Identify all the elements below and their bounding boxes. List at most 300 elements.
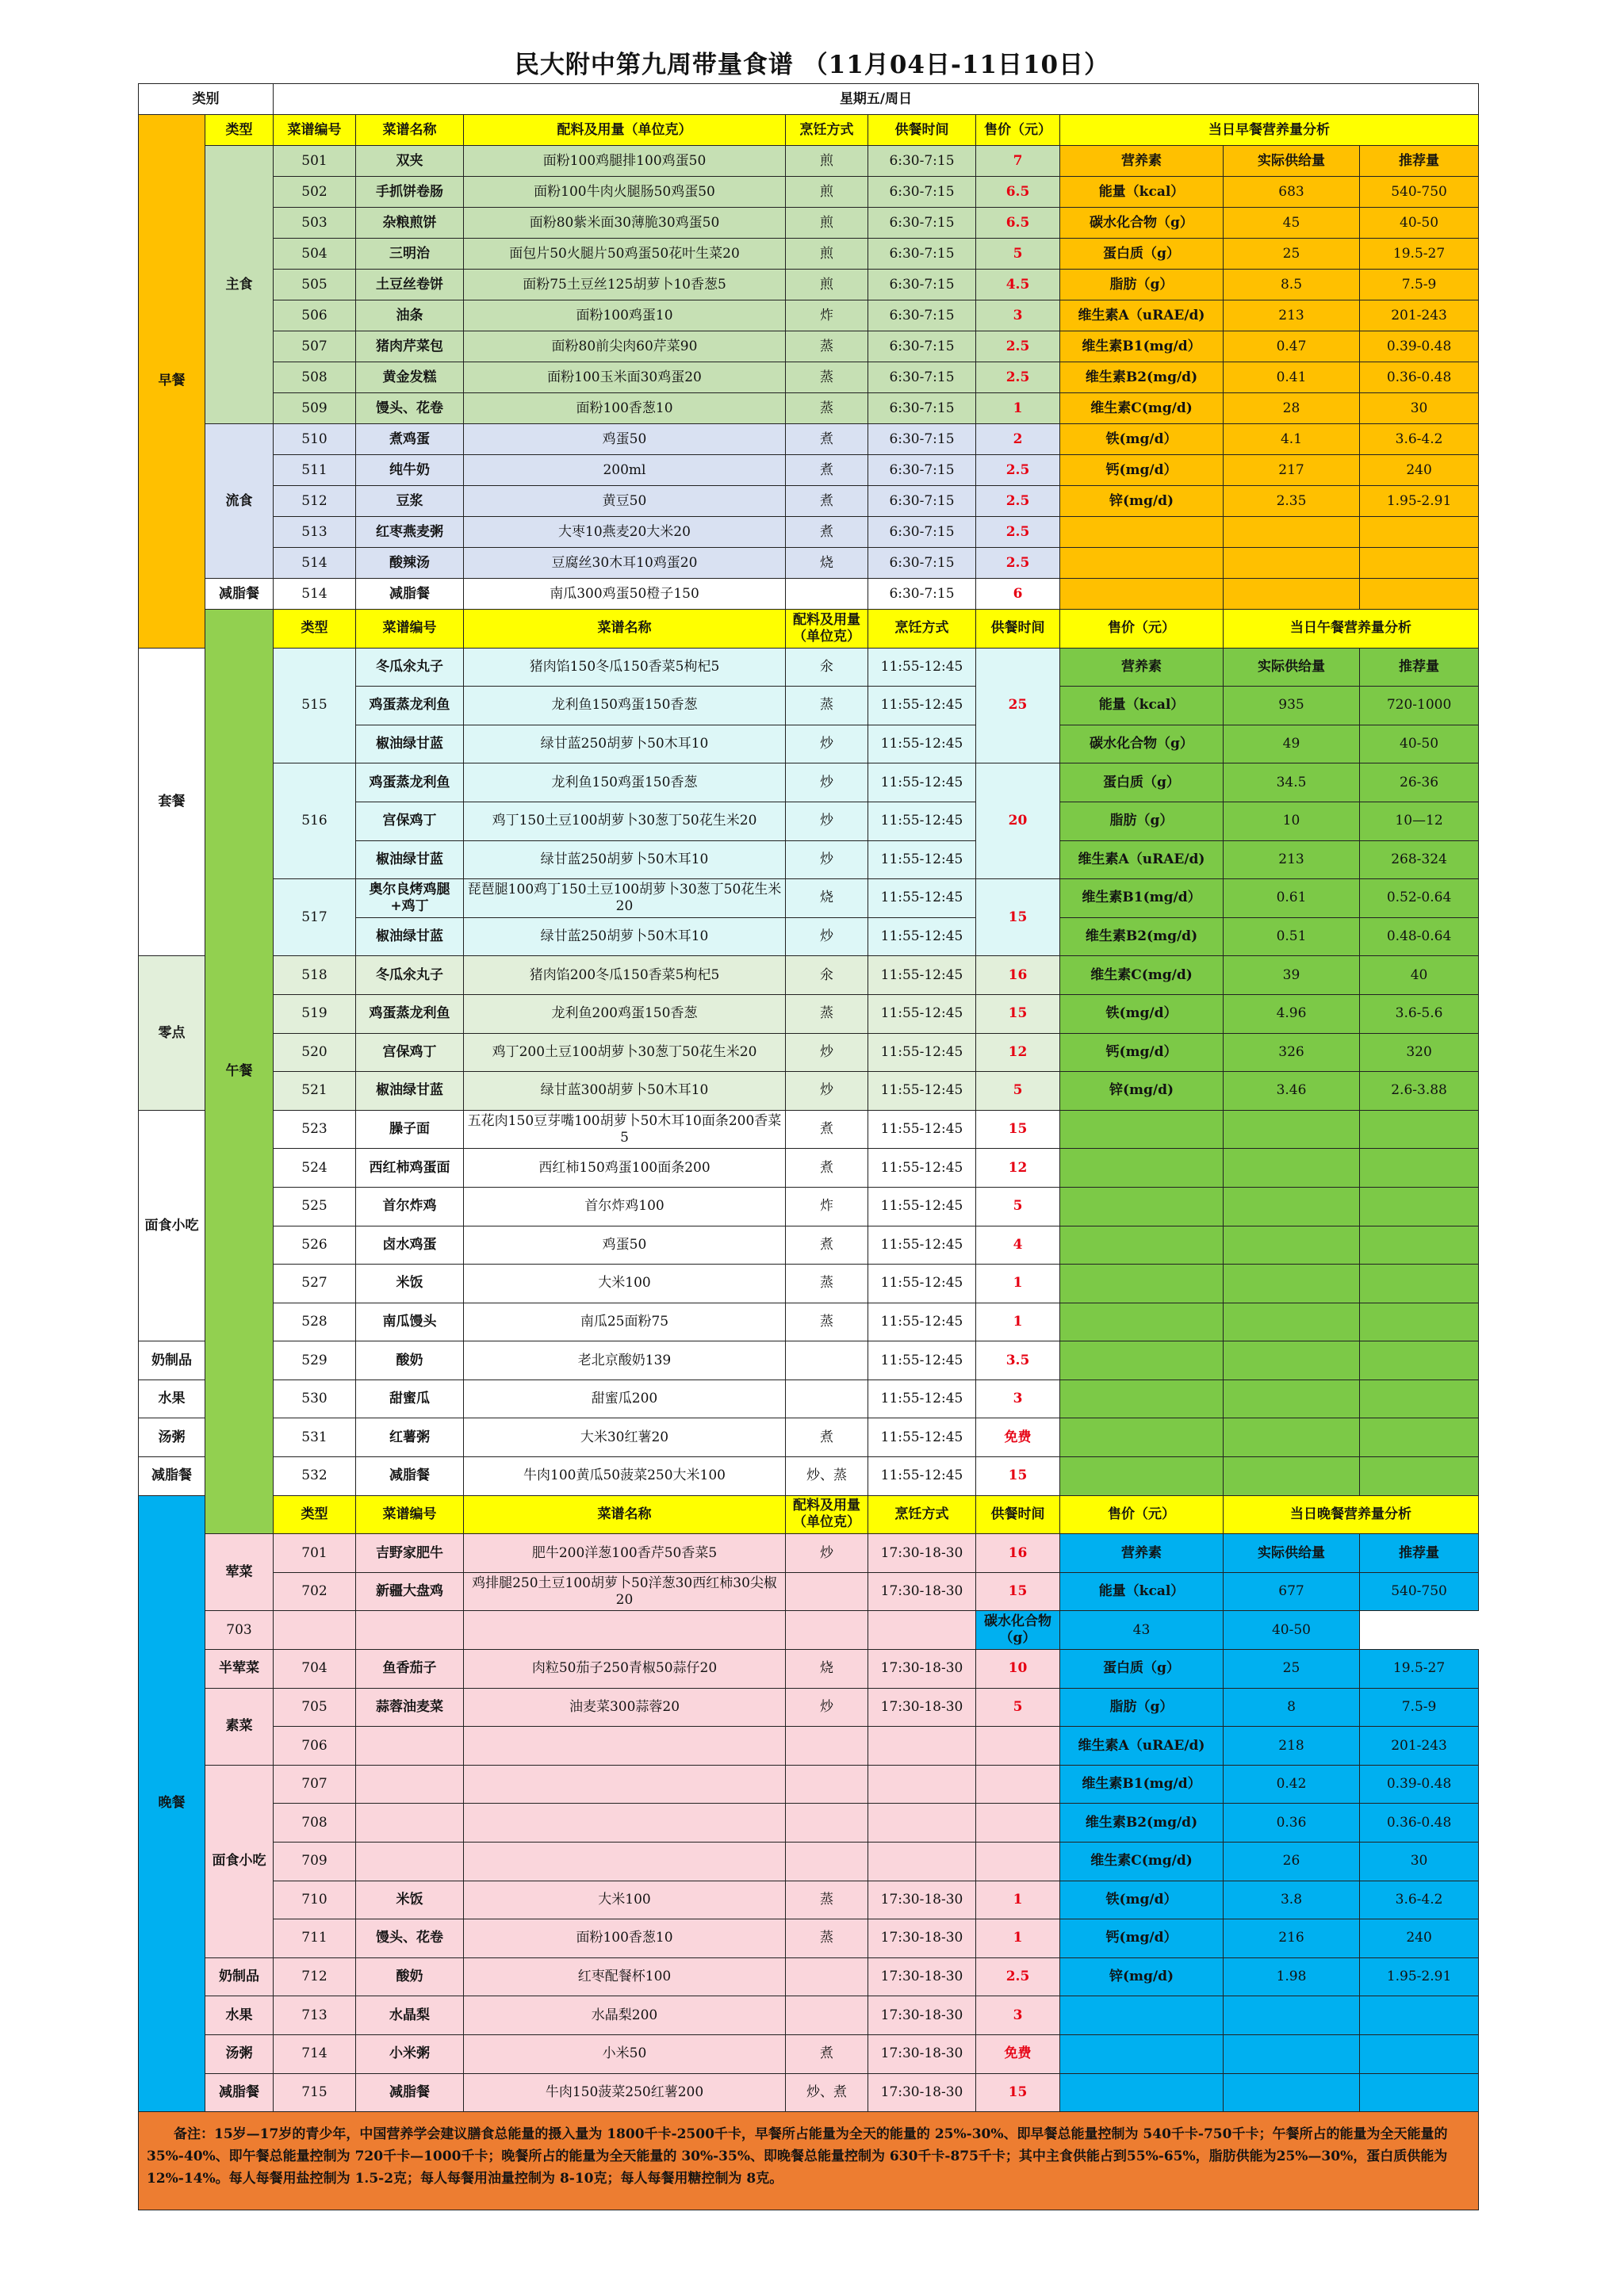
dish-name: 蒜蓉油麦菜: [356, 1688, 464, 1727]
dish-name: 煮鸡蛋: [356, 424, 464, 455]
nutrient-actual: 34.5: [1224, 763, 1360, 802]
nutrient-recommend: [1360, 1110, 1479, 1149]
col-header-type: 类型: [274, 1495, 356, 1534]
dish-name: 油条: [356, 300, 464, 331]
dish-ingredients: 面粉75土豆丝125胡萝卜10香葱5: [464, 270, 786, 300]
dish-time: 17:30-18-30: [868, 1919, 976, 1958]
nutrient-name: [1060, 548, 1224, 579]
dish-code: 532: [274, 1457, 356, 1496]
dish-ingredients: 鸡排腿250土豆100胡萝卜50洋葱30西红柿30尖椒20: [464, 1572, 786, 1611]
dish-price: 1: [976, 1265, 1060, 1303]
nutrient-recommend: 30: [1360, 1843, 1479, 1881]
dish-code: 528: [274, 1303, 356, 1341]
nutrient-name: 锌(mg/d): [1060, 1072, 1224, 1111]
dish-time: [868, 1804, 976, 1843]
dish-ingredients: [356, 1611, 464, 1650]
nutrient-name: [1060, 1996, 1224, 2035]
nutrient-actual: [1224, 1341, 1360, 1380]
nutrient-name: 钙(mg/d）: [1060, 1033, 1224, 1072]
dish-name: 奥尔良烤鸡腿+鸡丁: [356, 879, 464, 918]
dish-method: 煎: [786, 177, 868, 208]
nutrient-name: 钙(mg/d）: [1060, 455, 1224, 486]
dish-ingredients: [464, 1843, 786, 1881]
dish-name: 冬瓜氽丸子: [356, 648, 464, 687]
dish-name: 首尔炸鸡: [356, 1187, 464, 1226]
dish-time: 17:30-18-30: [868, 1572, 976, 1611]
type-noodle: 面食小吃: [139, 1110, 205, 1341]
dish-price: 2.5: [976, 1957, 1060, 1996]
dish-ingredients: 绿甘蓝300胡萝卜50木耳10: [464, 1072, 786, 1111]
dish-ingredients: [464, 1727, 786, 1766]
dish-code: 506: [274, 300, 356, 331]
dish-method: 蒸: [786, 1919, 868, 1958]
col-header-ingredients: 配料及用量（单位克）: [464, 115, 786, 146]
nutrient-name: 碳水化合物（g）: [976, 1611, 1060, 1650]
dish-time: 6:30-7:15: [868, 300, 976, 331]
nutrient-name: [1060, 2073, 1224, 2112]
dish-time: 11:55-12:45: [868, 802, 976, 840]
nutrient-recommend: 240: [1360, 455, 1479, 486]
dish-name: 馒头、花卷: [356, 393, 464, 424]
dish-name: 吉野家肥牛: [356, 1534, 464, 1573]
dish-time: 17:30-18-30: [868, 1957, 976, 1996]
dish-name: 土豆丝卷饼: [356, 270, 464, 300]
dish-ingredients: 黄豆50: [464, 486, 786, 517]
nutrient-actual: [1224, 1380, 1360, 1418]
dish-code: 714: [274, 2034, 356, 2073]
dish-code: 514: [274, 579, 356, 610]
dish-price: 1: [976, 1919, 1060, 1958]
dish-code: 507: [274, 331, 356, 362]
set-price: 25: [976, 648, 1060, 763]
nutrient-name: 锌(mg/d): [1060, 486, 1224, 517]
dish-ingredients: 小米50: [464, 2034, 786, 2073]
dish-code: 708: [274, 1804, 356, 1843]
dish-price: 16: [976, 956, 1060, 995]
nutrient-name: 铁(mg/d）: [1060, 424, 1224, 455]
dish-code: 509: [274, 393, 356, 424]
dish-method: [786, 1765, 868, 1804]
type-diet: 减脂餐: [139, 1457, 205, 1496]
dish-name: 鸡蛋蒸龙利鱼: [356, 687, 464, 725]
dish-name: 南瓜馒头: [356, 1303, 464, 1341]
nutrient-name: 营养素: [1060, 146, 1224, 177]
dish-time: 11:55-12:45: [868, 840, 976, 879]
dish-method: 炸: [786, 300, 868, 331]
dish-time: 6:30-7:15: [868, 455, 976, 486]
dish-method: 煮: [786, 517, 868, 548]
nutrient-recommend: 0.36-0.48: [1360, 1804, 1479, 1843]
dish-ingredients: 面粉100鸡腿排100鸡蛋50: [464, 146, 786, 177]
dish-method: 煮: [786, 2034, 868, 2073]
dish-method: 炒: [786, 917, 868, 956]
nutrient-name: [1060, 1341, 1224, 1380]
dish-price: 5: [976, 239, 1060, 270]
dish-time: 17:30-18-30: [868, 1534, 976, 1573]
dish-time: 17:30-18-30: [868, 1881, 976, 1919]
col-header-time: 供餐时间: [976, 610, 1060, 649]
dish-name: 杂粮煎饼: [356, 208, 464, 239]
dish-code: 524: [274, 1149, 356, 1188]
dish-name: [356, 1804, 464, 1843]
nutrient-actual: 0.61: [1224, 879, 1360, 918]
dish-code: 513: [274, 517, 356, 548]
nutrient-actual: 326: [1224, 1033, 1360, 1072]
dish-ingredients: 面粉80前尖肉60芹菜90: [464, 331, 786, 362]
dish-time: [868, 1765, 976, 1804]
dish-name: 鸡蛋蒸龙利鱼: [356, 994, 464, 1033]
nutrient-name: 维生素A（uRAE/d): [1060, 1727, 1224, 1766]
nutrient-name: [1060, 1303, 1224, 1341]
nutrient-recommend: 3.6-4.2: [1360, 1881, 1479, 1919]
col-header-code: 菜谱编号: [356, 1495, 464, 1534]
dish-method: [786, 1572, 868, 1611]
dish-ingredients: 面粉80紫米面30薄脆30鸡蛋50: [464, 208, 786, 239]
nutrient-name: 营养素: [1060, 648, 1224, 687]
menu-table: [138, 83, 1479, 2210]
dish-name: 酸奶: [356, 1957, 464, 1996]
dish-price: 12: [976, 1149, 1060, 1188]
type-liquid: 流食: [205, 424, 274, 579]
dish-code: 508: [274, 362, 356, 393]
nutrient-name: 锌(mg/d): [1060, 1957, 1224, 1996]
dish-price: 2.5: [976, 548, 1060, 579]
col-header-type: 类型: [274, 610, 356, 649]
nutrient-name: [1060, 1149, 1224, 1188]
dish-time: 6:30-7:15: [868, 579, 976, 610]
col-header-price: 售价（元）: [1060, 1495, 1224, 1534]
dish-ingredients: 鸡蛋50: [464, 1226, 786, 1265]
dish-time: 6:30-7:15: [868, 362, 976, 393]
col-header-name: 菜谱名称: [464, 610, 786, 649]
nutrient-actual: 218: [1224, 1727, 1360, 1766]
dish-code: 712: [274, 1957, 356, 1996]
dish-name: 双夹: [356, 146, 464, 177]
dish-time: 11:55-12:45: [868, 1226, 976, 1265]
dish-method: 煮: [786, 486, 868, 517]
dish-method: 烧: [786, 1650, 868, 1689]
nutrient-recommend: 320: [1360, 1033, 1479, 1072]
dish-code: 715: [274, 2073, 356, 2112]
dish-price: 3: [976, 1996, 1060, 2035]
dish-time: 11:55-12:45: [868, 1033, 976, 1072]
nutrient-recommend: 0.39-0.48: [1360, 1765, 1479, 1804]
nutrient-name: [1060, 1187, 1224, 1226]
nutrient-recommend: [1360, 1226, 1479, 1265]
dish-method: [464, 1611, 786, 1650]
nutrient-actual: 实际供给量: [1224, 648, 1360, 687]
dish-time: 11:55-12:45: [868, 763, 976, 802]
nutrient-recommend: 540-750: [1360, 177, 1479, 208]
nutrient-recommend: 0.52-0.64: [1360, 879, 1479, 918]
set-code: 517: [274, 879, 356, 956]
type-set: 套餐: [139, 648, 205, 956]
nutrient-recommend: 720-1000: [1360, 687, 1479, 725]
nutrient-recommend: 1.95-2.91: [1360, 486, 1479, 517]
dish-code: 710: [274, 1881, 356, 1919]
nutrient-recommend: [1360, 1996, 1479, 2035]
dish-ingredients: 老北京酸奶139: [464, 1341, 786, 1380]
type-dairy: 奶制品: [139, 1341, 205, 1380]
dish-time: 6:30-7:15: [868, 177, 976, 208]
dish-code: 512: [274, 486, 356, 517]
dish-ingredients: 首尔炸鸡100: [464, 1187, 786, 1226]
dish-time: 11:55-12:45: [868, 648, 976, 687]
nutrient-name: 脂肪（g）: [1060, 1688, 1224, 1727]
dish-ingredients: 鸡丁150土豆100胡萝卜30葱丁50花生米20: [464, 802, 786, 840]
type-diet: 减脂餐: [205, 2073, 274, 2112]
dish-time: 6:30-7:15: [868, 270, 976, 300]
dish-price: 15: [976, 994, 1060, 1033]
dish-name: 米饭: [356, 1265, 464, 1303]
dish-method: 炒: [786, 840, 868, 879]
dish-method: [786, 1341, 868, 1380]
dish-name: [356, 1765, 464, 1804]
nutrient-recommend: [1360, 1457, 1479, 1496]
dish-code: 530: [274, 1380, 356, 1418]
dish-code: 502: [274, 177, 356, 208]
col-header-method: 烹饪方式: [868, 1495, 976, 1534]
dish-code: 520: [274, 1033, 356, 1072]
nutrient-recommend: 0.39-0.48: [1360, 331, 1479, 362]
dish-ingredients: 豆腐丝30木耳10鸡蛋20: [464, 548, 786, 579]
analysis-title: 当日晚餐营养量分析: [1224, 1495, 1479, 1534]
header-category: 类别: [139, 84, 274, 115]
dish-method: 炒、煮: [786, 2073, 868, 2112]
dish-code: 702: [274, 1572, 356, 1611]
nutrient-recommend: 3.6-5.6: [1360, 994, 1479, 1033]
nutrient-actual: 0.41: [1224, 362, 1360, 393]
dish-price: [868, 1611, 976, 1650]
nutrient-actual: 10: [1224, 802, 1360, 840]
meal-breakfast: 早餐: [139, 115, 205, 649]
dish-price: 6.5: [976, 208, 1060, 239]
dish-method: 煮: [786, 455, 868, 486]
nutrient-actual: [1224, 579, 1360, 610]
dish-method: 煮: [786, 1149, 868, 1188]
type-soup: 汤粥: [139, 1418, 205, 1457]
nutrient-name: 蛋白质（g）: [1060, 1650, 1224, 1689]
dish-price: 15: [976, 1457, 1060, 1496]
col-header-method: 烹饪方式: [786, 115, 868, 146]
nutrient-actual: 实际供给量: [1224, 1534, 1360, 1573]
dish-name: 酸奶: [356, 1341, 464, 1380]
dish-ingredients: [464, 1765, 786, 1804]
nutrient-name: [1060, 579, 1224, 610]
dish-method: 蒸: [786, 1265, 868, 1303]
dish-name: 臊子面: [356, 1110, 464, 1149]
dish-price: 1: [976, 393, 1060, 424]
analysis-title: 当日午餐营养量分析: [1224, 610, 1479, 649]
col-header-ingredients: 配料及用量（单位克）: [786, 610, 868, 649]
nutrient-actual: [1224, 1996, 1360, 2035]
dish-time: 6:30-7:15: [868, 331, 976, 362]
dish-ingredients: 南瓜25面粉75: [464, 1303, 786, 1341]
dish-name: [356, 1727, 464, 1766]
dish-ingredients: 200ml: [464, 455, 786, 486]
dish-name: 鱼香茄子: [356, 1650, 464, 1689]
nutrient-name: 维生素C(mg/d): [1060, 1843, 1224, 1881]
nutrient-recommend: [1360, 1187, 1479, 1226]
nutrient-recommend: [1360, 1341, 1479, 1380]
dish-ingredients: 面粉100香葱10: [464, 393, 786, 424]
dish-method: 蒸: [786, 1303, 868, 1341]
dish-ingredients: 南瓜300鸡蛋50橙子150: [464, 579, 786, 610]
dish-code: 704: [274, 1650, 356, 1689]
nutrient-name: 脂肪（g）: [1060, 270, 1224, 300]
nutrient-recommend: [1360, 2073, 1479, 2112]
dish-ingredients: 大米30红薯20: [464, 1418, 786, 1457]
dish-ingredients: 大枣10燕麦20大米20: [464, 517, 786, 548]
nutrient-actual: 26: [1224, 1843, 1360, 1881]
dish-time: 17:30-18-30: [868, 1650, 976, 1689]
nutrient-recommend: 40-50: [1360, 208, 1479, 239]
col-header-price: 售价（元）: [976, 115, 1060, 146]
dish-ingredients: 甜蜜瓜200: [464, 1380, 786, 1418]
dish-method: 煎: [786, 146, 868, 177]
type-soup: 汤粥: [205, 2034, 274, 2073]
dish-code: 531: [274, 1418, 356, 1457]
dish-name: 椒油绿甘蓝: [356, 840, 464, 879]
dish-code: 525: [274, 1187, 356, 1226]
nutrient-actual: [1224, 1187, 1360, 1226]
nutrient-actual: [1224, 1226, 1360, 1265]
dish-price: 12: [976, 1033, 1060, 1072]
dish-name: 椒油绿甘蓝: [356, 1072, 464, 1111]
dish-price: 3.5: [976, 1341, 1060, 1380]
nutrient-actual: 39: [1224, 956, 1360, 995]
dish-ingredients: 五花肉150豆芽嘴100胡萝卜50木耳10面条200香菜5: [464, 1110, 786, 1149]
dish-code: 523: [274, 1110, 356, 1149]
nutrient-recommend: 19.5-27: [1360, 239, 1479, 270]
dish-price: [976, 1843, 1060, 1881]
dish-ingredients: 大米100: [464, 1881, 786, 1919]
dish-time: 6:30-7:15: [868, 486, 976, 517]
dish-method: 煎: [786, 208, 868, 239]
nutrient-actual: 28: [1224, 393, 1360, 424]
dish-method: 烧: [786, 548, 868, 579]
dish-price: 6.5: [976, 177, 1060, 208]
nutrient-actual: [1224, 1265, 1360, 1303]
type-snack: 零点: [139, 956, 205, 1110]
dish-ingredients: 龙利鱼150鸡蛋150香葱: [464, 763, 786, 802]
dish-time: 11:55-12:45: [868, 1380, 976, 1418]
dish-time: 11:55-12:45: [868, 1110, 976, 1149]
nutrient-name: 维生素B1(mg/d）: [1060, 1765, 1224, 1804]
dish-price: 免费: [976, 2034, 1060, 2073]
dish-price: 16: [976, 1534, 1060, 1573]
col-header-price: 售价（元）: [1060, 610, 1224, 649]
dish-ingredients: 面粉100香葱10: [464, 1919, 786, 1958]
type-diet: 减脂餐: [205, 579, 274, 610]
dish-method: 炒、蒸: [786, 1457, 868, 1496]
nutrient-recommend: [1360, 579, 1479, 610]
nutrient-actual: [1224, 1418, 1360, 1457]
dish-method: 炒: [786, 1688, 868, 1727]
dish-name: 宫保鸡丁: [356, 802, 464, 840]
dish-price: 15: [976, 1110, 1060, 1149]
nutrient-actual: 4.1: [1224, 424, 1360, 455]
dish-time: 11:55-12:45: [868, 1457, 976, 1496]
dish-ingredients: 红枣配餐杯100: [464, 1957, 786, 1996]
nutrient-actual: [1224, 1110, 1360, 1149]
dish-method: 氽: [786, 648, 868, 687]
dish-name: 手抓饼卷肠: [356, 177, 464, 208]
dish-ingredients: 水晶梨200: [464, 1996, 786, 2035]
dish-code: 519: [274, 994, 356, 1033]
dish-price: 免费: [976, 1418, 1060, 1457]
dish-method: 氽: [786, 956, 868, 995]
dish-name: 椒油绿甘蓝: [356, 725, 464, 763]
dish-time: [868, 1727, 976, 1766]
dish-code: 503: [274, 208, 356, 239]
type-noodle: 面食小吃: [205, 1765, 274, 1957]
dish-method: 蒸: [786, 994, 868, 1033]
type-fruit: 水果: [139, 1380, 205, 1418]
nutrient-name: [1060, 1265, 1224, 1303]
dish-time: 17:30-18-30: [868, 1688, 976, 1727]
dish-method: [786, 1727, 868, 1766]
nutrient-actual: 213: [1224, 840, 1360, 879]
nutrient-actual: [1224, 1149, 1360, 1188]
dish-method: 炒: [786, 1072, 868, 1111]
nutrient-name: 维生素B2(mg/d): [1060, 362, 1224, 393]
dish-name: 椒油绿甘蓝: [356, 917, 464, 956]
nutrient-actual: [1224, 1457, 1360, 1496]
nutrient-actual: 4.96: [1224, 994, 1360, 1033]
dish-time: 11:55-12:45: [868, 1303, 976, 1341]
dish-time: 11:55-12:45: [868, 1265, 976, 1303]
dish-ingredients: 绿甘蓝250胡萝卜50木耳10: [464, 725, 786, 763]
dish-price: 2: [976, 424, 1060, 455]
set-code: 516: [274, 763, 356, 879]
dish-price: [976, 1804, 1060, 1843]
nutrient-actual: 0.42: [1224, 1765, 1360, 1804]
nutrient-actual: 8: [1224, 1688, 1360, 1727]
nutrient-name: [1060, 1380, 1224, 1418]
col-header-time: 供餐时间: [868, 115, 976, 146]
dish-name: 三明治: [356, 239, 464, 270]
dish-name: 豆浆: [356, 486, 464, 517]
col-header-time: 供餐时间: [976, 1495, 1060, 1534]
dish-time: 11:55-12:45: [868, 1149, 976, 1188]
col-header-name: 菜谱名称: [464, 1495, 786, 1534]
dish-ingredients: 面包片50火腿片50鸡蛋50花叶生菜20: [464, 239, 786, 270]
nutrient-recommend: [1360, 1418, 1479, 1457]
nutrient-recommend: 40-50: [1224, 1611, 1360, 1650]
dish-name: 卤水鸡蛋: [356, 1226, 464, 1265]
nutrient-name: 维生素A（uRAE/d): [1060, 300, 1224, 331]
dish-name: 红薯粥: [356, 1418, 464, 1457]
type-veg: 素菜: [205, 1688, 274, 1765]
nutrient-actual: 8.5: [1224, 270, 1360, 300]
set-price: 20: [976, 763, 1060, 879]
dish-code: 510: [274, 424, 356, 455]
dish-code: 501: [274, 146, 356, 177]
nutrient-recommend: [1360, 2034, 1479, 2073]
nutrient-name: 碳水化合物（g）: [1060, 725, 1224, 763]
dish-method: 蒸: [786, 687, 868, 725]
nutrient-recommend: [1360, 1380, 1479, 1418]
dish-name: 纯牛奶: [356, 455, 464, 486]
nutrient-name: 维生素B2(mg/d): [1060, 1804, 1224, 1843]
nutrient-actual: [1224, 517, 1360, 548]
dish-name: 红枣燕麦粥: [356, 517, 464, 548]
dish-ingredients: 牛肉150菠菜250红薯200: [464, 2073, 786, 2112]
nutrient-name: [1060, 1110, 1224, 1149]
nutrient-recommend: 7.5-9: [1360, 270, 1479, 300]
dish-code: 504: [274, 239, 356, 270]
